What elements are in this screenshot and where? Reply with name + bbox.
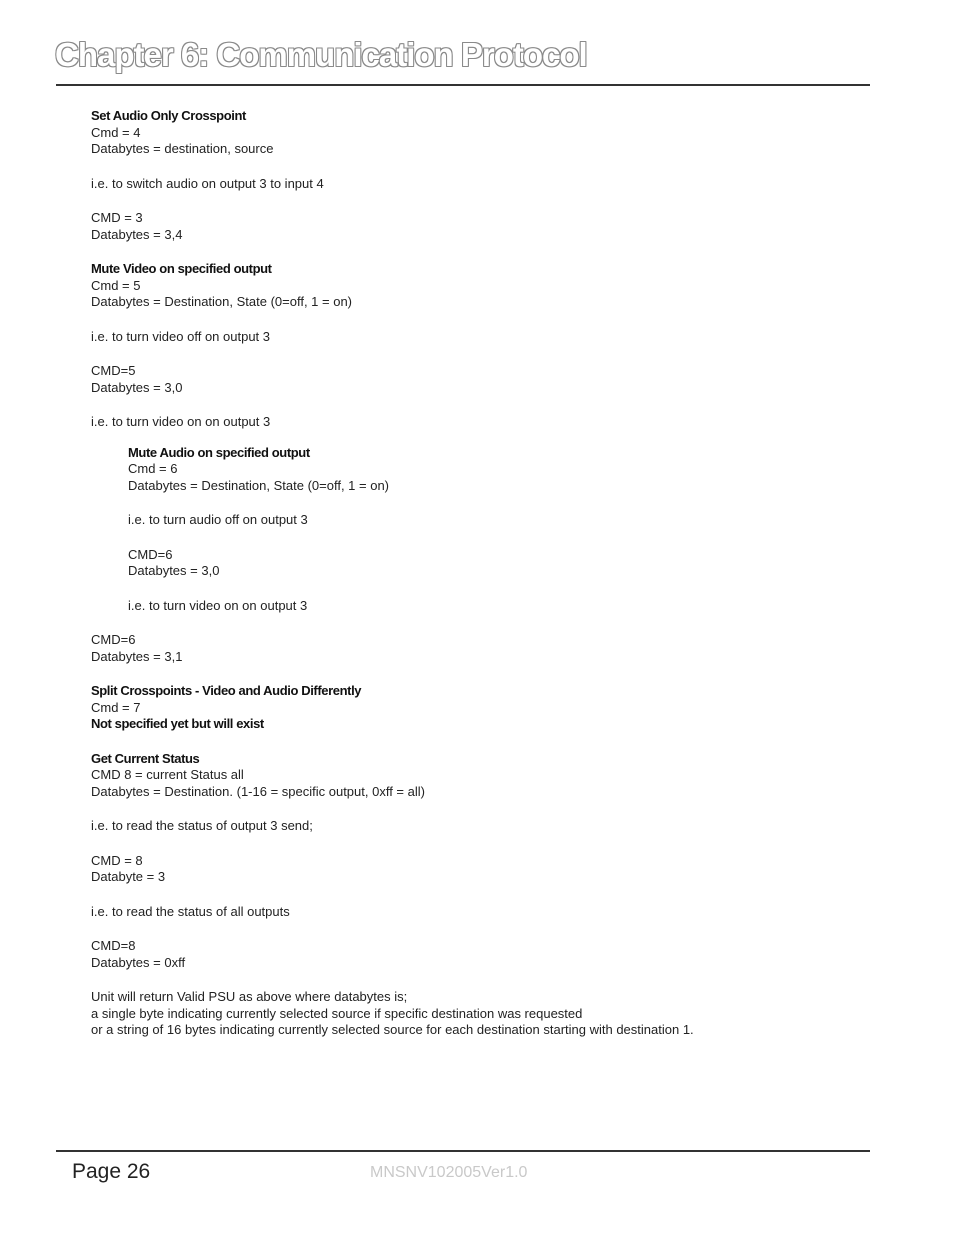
section-mute-audio xyxy=(91,445,871,615)
example-line: i.e. to turn video off on output 3 xyxy=(91,328,270,344)
databytes-line: Databytes = destination, source xyxy=(91,141,274,156)
example-line: i.e. to turn video on on output 3 xyxy=(128,597,308,613)
example-line: i.e. to read the status of all outputs xyxy=(91,903,290,919)
section-heading: Mute Audio on specified output xyxy=(128,444,310,460)
cmd-line: Cmd = 7 xyxy=(91,699,141,715)
example-cmd: CMD=6 xyxy=(128,546,173,562)
section-mute-video xyxy=(91,261,871,431)
note-line: Not specified yet but will exist xyxy=(91,716,264,731)
return-description: Unit will return Valid PSU as above where databytes is; xyxy=(91,989,408,1004)
example-databytes: Databytes = 3,0 xyxy=(91,379,183,395)
section-heading: Split Crosspoints - Video and Audio Differently xyxy=(91,683,362,698)
section-heading: Get Current Status xyxy=(91,750,200,766)
header-rule xyxy=(56,84,870,86)
databytes-line: Databytes = Destination, State (0=off, 1 = on) xyxy=(128,477,390,493)
example-line: i.e. to read the status of output 3 send; xyxy=(91,818,313,833)
example-cmd: CMD=8 xyxy=(91,938,136,953)
databytes-line: Databytes = Destination, State (0=off, 1 = on) xyxy=(91,294,353,309)
example-databytes: Databytes = 3,4 xyxy=(91,226,183,242)
example-databytes: Databytes = 3,1 xyxy=(91,648,183,664)
example-line: i.e. to turn video on on output 3 xyxy=(91,414,271,429)
example-cmd: CMD = 8 xyxy=(91,852,143,868)
section-audio-crosspoint xyxy=(91,108,871,243)
example-line: i.e. to turn audio off on output 3 xyxy=(128,512,308,527)
cmd-line: Cmd = 4 xyxy=(91,124,141,140)
section-heading: Mute Video on specified output xyxy=(91,261,272,276)
section-mute-audio-example xyxy=(91,632,871,665)
section-current-status xyxy=(91,751,871,1039)
databytes-line: Databytes = Destination. (1-16 = specific output, 0xff = all) xyxy=(91,783,425,799)
document-id: MNSNV102005Ver1.0 xyxy=(370,1164,528,1181)
page-number: Page 26 xyxy=(72,1160,151,1183)
example-databytes: Databytes = 0xff xyxy=(91,954,186,970)
section-heading: Set Audio Only Crosspoint xyxy=(91,108,246,123)
example-cmd: CMD=5 xyxy=(91,363,136,378)
example-cmd: CMD = 3 xyxy=(91,210,143,225)
chapter-title: Chapter 6: Communication Protocol xyxy=(55,36,587,73)
example-databytes: Databytes = 3,0 xyxy=(128,563,220,578)
cmd-line: Cmd = 6 xyxy=(128,461,178,476)
example-cmd: CMD=6 xyxy=(91,632,136,647)
example-line: i.e. to switch audio on output 3 to input 4 xyxy=(91,175,324,191)
cmd-line: CMD 8 = current Status all xyxy=(91,767,244,782)
return-description: or a string of 16 bytes indicating currently selected source for each destination starting with destination 1. xyxy=(91,1022,694,1037)
page-content xyxy=(91,108,871,1039)
example-databyte: Databyte = 3 xyxy=(91,869,166,884)
cmd-line: Cmd = 5 xyxy=(91,277,141,293)
footer-rule xyxy=(56,1150,870,1152)
section-split-crosspoints xyxy=(91,683,871,733)
return-description: a single byte indicating currently selected source if specific destination was requested xyxy=(91,1005,583,1021)
